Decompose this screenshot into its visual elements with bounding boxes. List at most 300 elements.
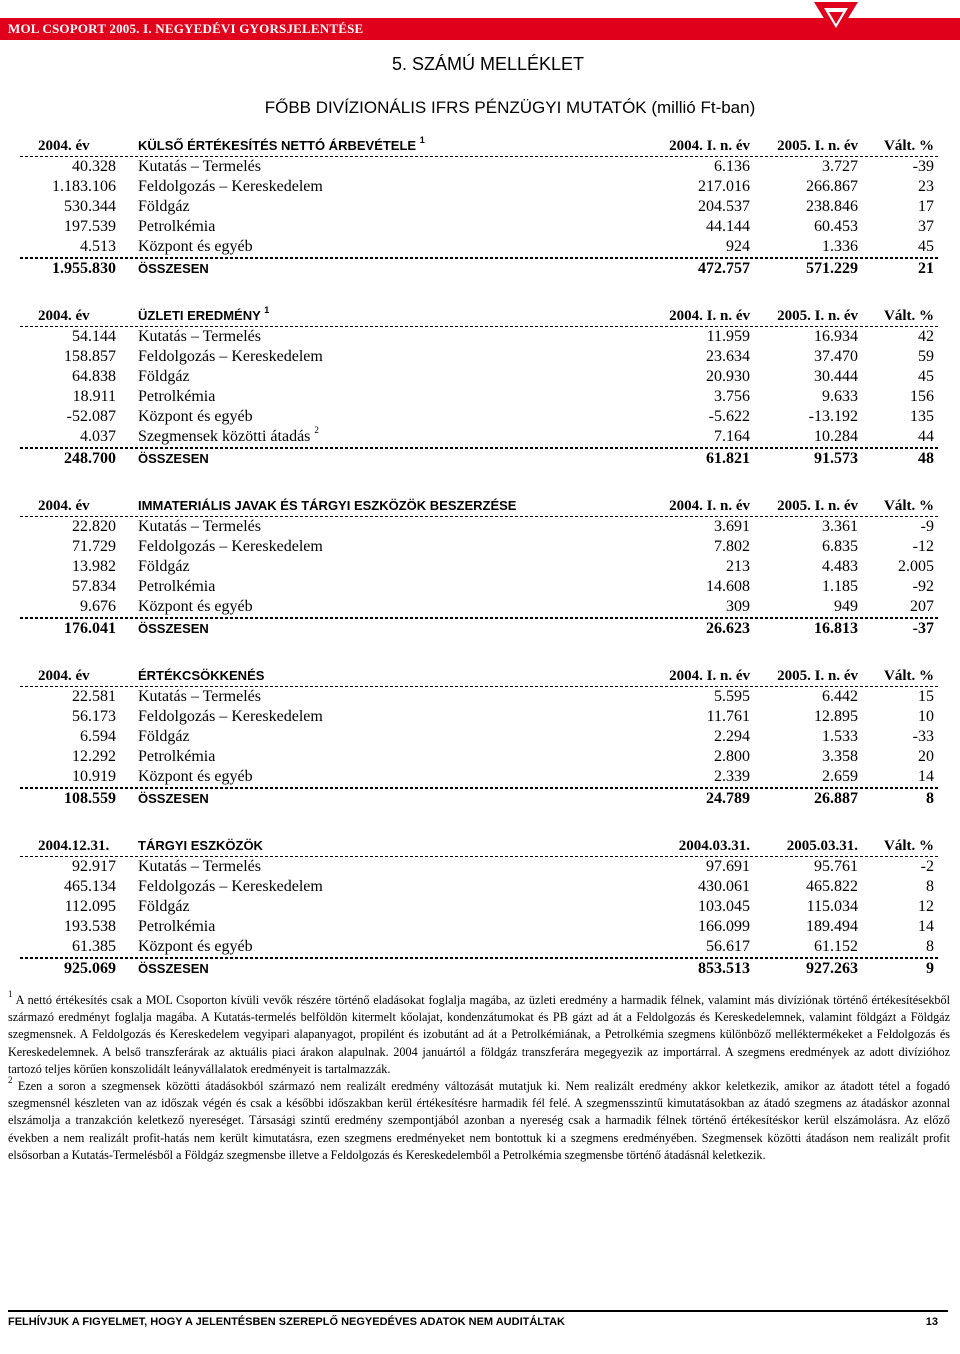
col-2004-q1: [706, 857, 750, 877]
col-label-text: ÖSSZESEN: [138, 791, 209, 806]
col-2005-q1-text: 465.822: [806, 878, 858, 895]
table-row: [20, 897, 938, 917]
col-change-text: 15: [918, 688, 934, 705]
col-2004-text: 112.095: [64, 898, 116, 915]
table-row: [20, 367, 938, 387]
footnote-2-mark: 2: [8, 1074, 13, 1085]
col-change-text: -39: [912, 158, 934, 175]
col-2005-q1-text: 37.470: [814, 348, 858, 365]
col-2004-q1: [669, 306, 750, 326]
col-2004: [64, 449, 116, 469]
col-label-text: Feldolgozás – Kereskedelem: [138, 708, 323, 725]
col-2004-q1: [707, 327, 750, 347]
col-label: [138, 217, 215, 237]
col-2004: [64, 347, 116, 367]
col-change: [884, 136, 934, 156]
col-2004-text: 197.539: [64, 218, 116, 235]
col-label: [138, 917, 215, 937]
col-label: [138, 557, 190, 577]
col-2005-q1-text: 95.761: [814, 858, 858, 875]
col-label: [138, 259, 209, 279]
table-total-row: [20, 618, 938, 639]
col-change: [918, 747, 934, 767]
col-2005-q1-text: 2005. I. n. év: [777, 308, 858, 324]
col-2004-text: 158.857: [64, 348, 116, 365]
col-change: [918, 197, 934, 217]
col-2004-text: -52.087: [66, 408, 116, 425]
col-change: [910, 407, 934, 427]
col-label-text: Feldolgozás – Kereskedelem: [138, 878, 323, 895]
col-2004-q1-text: 7.164: [714, 428, 750, 445]
col-label: [138, 857, 261, 877]
col-2004: [72, 577, 116, 597]
report-title: MOL CSOPORT 2005. I. NEGYEDÉVI GYORSJELENTÉSE: [8, 21, 364, 36]
table-row: [20, 157, 938, 177]
col-2005-q1-text: 1.185: [822, 578, 858, 595]
col-change-text: Vált. %: [884, 138, 934, 154]
col-2005-q1: [807, 897, 858, 917]
col-2005-q1: [806, 877, 858, 897]
table-row: [20, 597, 938, 618]
col-2005-q1: [822, 747, 858, 767]
col-2004-q1-text: 2004. I. n. év: [669, 668, 750, 684]
col-2005-q1: [814, 857, 858, 877]
col-2004-q1: [706, 217, 750, 237]
col-2004-text: 1.955.830: [52, 260, 116, 277]
col-label: [138, 306, 269, 326]
col-label-text: Petrolkémia: [138, 918, 216, 935]
col-label-text: Földgáz: [138, 728, 190, 745]
col-2004-q1-text: 472.757: [698, 260, 750, 277]
col-change-text: 20: [918, 748, 934, 765]
col-2005-q1-text: 2.659: [822, 768, 858, 785]
col-change: [910, 597, 934, 617]
col-change: [918, 767, 934, 787]
col-change-text: 23: [918, 178, 934, 195]
col-label-text: Kutatás – Termelés: [138, 158, 261, 175]
col-change: [918, 347, 934, 367]
col-2004: [72, 157, 116, 177]
col-2005-q1-text: 10.284: [814, 428, 858, 445]
col-2004: [38, 496, 90, 516]
col-2005-q1: [806, 177, 858, 197]
col-2005-q1: [822, 237, 858, 257]
col-2004-q1: [706, 577, 750, 597]
col-2005-q1: [814, 347, 858, 367]
col-2004-q1: [698, 917, 750, 937]
col-change-text: 17: [918, 198, 934, 215]
col-2004-text: 71.729: [72, 538, 116, 555]
col-2004-q1-text: 61.821: [706, 450, 750, 467]
col-label-text: Földgáz: [138, 898, 190, 915]
col-label-text: Feldolgozás – Kereskedelem: [138, 538, 323, 555]
col-label-text: IMMATERIÁLIS JAVAK ÉS TÁRGYI ESZKÖZÖK BESZERZÉSE: [138, 498, 517, 513]
table-1: [20, 136, 938, 279]
col-change-text: 37: [918, 218, 934, 235]
col-2004: [72, 557, 116, 577]
col-label-text: ÖSSZESEN: [138, 621, 209, 636]
col-label-text: Központ és egyéb: [138, 768, 253, 785]
col-change-text: Vált. %: [884, 668, 934, 684]
col-2004-q1-text: 213: [726, 558, 750, 575]
col-label: [138, 517, 261, 537]
col-2004-text: 54.144: [72, 328, 116, 345]
col-2005-q1: [777, 496, 858, 516]
col-2004: [72, 747, 116, 767]
col-change: [913, 537, 934, 557]
col-change-text: -92: [912, 578, 934, 595]
col-2004: [72, 937, 116, 957]
col-2004: [72, 327, 116, 347]
table-row: [20, 937, 938, 958]
col-2004-text: 9.676: [80, 598, 116, 615]
col-label: [138, 789, 209, 809]
col-2005-q1-text: 26.887: [814, 790, 858, 807]
col-2005-q1: [822, 537, 858, 557]
col-change: [884, 836, 934, 856]
footnote-1-mark: 1: [8, 988, 13, 999]
col-2005-q1-text: 12.895: [814, 708, 858, 725]
col-2004-q1-text: 23.634: [706, 348, 750, 365]
col-label-text: Kutatás – Termelés: [138, 328, 261, 345]
col-change: [913, 157, 934, 177]
col-change: [918, 897, 934, 917]
col-label-text: Feldolgozás – Kereskedelem: [138, 348, 323, 365]
table-total-row: [20, 958, 938, 979]
col-label-text: Petrolkémia: [138, 748, 216, 765]
col-2004-text: 193.538: [64, 918, 116, 935]
col-2004-q1: [698, 197, 750, 217]
col-2004-q1-text: 20.930: [706, 368, 750, 385]
col-change-text: 207: [910, 598, 934, 615]
col-change: [918, 449, 934, 469]
col-2004-q1-text: 7.802: [714, 538, 750, 555]
col-2005-q1: [806, 259, 858, 279]
table-header: [20, 836, 938, 857]
col-2004-text: 61.385: [72, 938, 116, 955]
col-2004-text: 1.183.106: [52, 178, 116, 195]
col-2005-q1: [814, 217, 858, 237]
col-2004-q1: [706, 937, 750, 957]
table-row: [20, 917, 938, 937]
col-2005-q1-text: 6.835: [822, 538, 858, 555]
col-change: [913, 577, 934, 597]
col-2004-q1: [669, 496, 750, 516]
col-label: [138, 177, 323, 197]
col-change: [913, 619, 934, 639]
col-change: [926, 937, 934, 957]
col-change: [910, 387, 934, 407]
col-2005-q1-text: 949: [834, 598, 858, 615]
col-2005-q1: [814, 427, 858, 447]
col-change-text: 45: [918, 238, 934, 255]
col-label-text: Kutatás – Termelés: [138, 688, 261, 705]
col-2005-q1-text: 238.846: [806, 198, 858, 215]
col-2004-q1: [706, 449, 750, 469]
col-label: [138, 407, 253, 427]
col-label-text: Központ és egyéb: [138, 598, 253, 615]
col-2004: [72, 687, 116, 707]
col-change-text: -37: [912, 620, 934, 637]
col-2004: [38, 306, 90, 326]
col-2004-q1: [714, 537, 750, 557]
col-label: [138, 747, 215, 767]
col-2005-q1: [822, 687, 858, 707]
col-change-text: -9: [920, 518, 934, 535]
col-2004-text: 22.820: [72, 518, 116, 535]
col-2005-q1-text: 9.633: [822, 388, 858, 405]
col-2005-q1-text: 1.533: [822, 728, 858, 745]
col-2005-q1: [806, 197, 858, 217]
col-change: [921, 857, 934, 877]
col-label: [138, 959, 209, 979]
col-label: [138, 597, 253, 617]
col-2004-q1-text: 44.144: [706, 218, 750, 235]
col-2005-q1-text: 571.229: [806, 260, 858, 277]
footnote-ref: 2: [314, 424, 319, 435]
col-2004: [72, 767, 116, 787]
col-change: [921, 517, 934, 537]
col-2004-q1-text: 217.016: [698, 178, 750, 195]
col-label: [138, 836, 263, 856]
table-row: [20, 747, 938, 767]
col-label: [138, 666, 264, 686]
col-2004: [64, 959, 116, 979]
col-label-text: Kutatás – Termelés: [138, 858, 261, 875]
col-2004-q1-text: 6.136: [714, 158, 750, 175]
col-2004-q1: [714, 747, 750, 767]
col-label: [138, 327, 261, 347]
col-2004-q1-text: 853.513: [698, 960, 750, 977]
col-2004-text: 64.838: [72, 368, 116, 385]
col-label-text: ÖSSZESEN: [138, 261, 209, 276]
col-2004-q1-text: 56.617: [706, 938, 750, 955]
col-2004-text: 2004.12.31.: [38, 838, 110, 854]
col-label-text: Petrolkémia: [138, 578, 216, 595]
col-label-text: Központ és egyéb: [138, 408, 253, 425]
col-change: [918, 217, 934, 237]
col-2005-q1-text: 91.573: [814, 450, 858, 467]
col-2005-q1-text: -13.192: [808, 408, 858, 425]
footnote-ref: 1: [264, 304, 270, 315]
col-2004: [38, 666, 90, 686]
col-2005-q1: [822, 577, 858, 597]
col-2005-q1: [777, 666, 858, 686]
table-row: [20, 197, 938, 217]
col-2005-q1: [806, 917, 858, 937]
col-2005-q1: [814, 327, 858, 347]
col-2004: [64, 217, 116, 237]
col-2004-q1: [698, 177, 750, 197]
col-2005-q1: [814, 707, 858, 727]
col-label: [138, 877, 323, 897]
col-2004-text: 18.911: [72, 388, 116, 405]
table-row: [20, 727, 938, 747]
col-2004-text: 925.069: [64, 960, 116, 977]
col-change: [918, 917, 934, 937]
table-total-row: [20, 258, 938, 279]
col-2004-text: 12.292: [72, 748, 116, 765]
footnote-ref: 1: [419, 134, 425, 145]
col-2004: [72, 707, 116, 727]
col-2005-q1-text: 3.358: [822, 748, 858, 765]
col-2004-text: 56.173: [72, 708, 116, 725]
col-label-text: Kutatás – Termelés: [138, 518, 261, 535]
table-row: [20, 327, 938, 347]
col-2004: [72, 517, 116, 537]
col-label: [138, 577, 215, 597]
col-2004-q1-text: 204.537: [698, 198, 750, 215]
footer-notice: FELHÍVJUK A FIGYELMET, HOGY A JELENTÉSBEN SZEREPLŐ NEGYEDÉVES ADATOK NEM AUDITÁLTAK: [8, 1316, 565, 1328]
col-2004-q1-text: 3.756: [714, 388, 750, 405]
col-label: [138, 687, 261, 707]
col-2005-q1-text: 60.453: [814, 218, 858, 235]
col-label-text: Földgáz: [138, 198, 190, 215]
col-2004: [38, 136, 90, 156]
col-2004-q1: [669, 666, 750, 686]
annex-title: 5. SZÁMÚ MELLÉKLET: [391, 54, 585, 74]
col-label-text: ÜZLETI EREDMÉNY: [138, 308, 261, 323]
col-2004-q1: [714, 687, 750, 707]
col-2004-q1: [698, 259, 750, 279]
col-change-text: 10: [918, 708, 934, 725]
col-2005-q1: [809, 407, 858, 427]
col-label: [138, 537, 323, 557]
col-2005-q1: [806, 959, 858, 979]
col-change-text: 8: [926, 938, 934, 955]
col-2005-q1-text: 2005. I. n. év: [777, 498, 858, 514]
col-change-text: 14: [918, 918, 934, 935]
table-row: [20, 687, 938, 707]
col-label: [138, 619, 209, 639]
col-label-text: Szegmensek közötti átadás: [138, 428, 311, 445]
col-2005-q1-text: 266.867: [806, 178, 858, 195]
table-row: [20, 217, 938, 237]
col-change: [884, 306, 934, 326]
col-2005-q1: [822, 727, 858, 747]
col-2004-q1-text: 26.623: [706, 620, 750, 637]
col-2004-q1: [698, 959, 750, 979]
col-2004-text: 22.581: [72, 688, 116, 705]
col-2005-q1-text: 2005.03.31.: [786, 838, 858, 854]
col-label-text: Petrolkémia: [138, 388, 216, 405]
col-2004: [52, 177, 116, 197]
col-change: [926, 789, 934, 809]
footnotes: [8, 988, 951, 1164]
table-row: [20, 557, 938, 577]
col-2004-q1-text: 2004.03.31.: [678, 838, 750, 854]
col-2005-q1: [777, 136, 858, 156]
col-label-text: Feldolgozás – Kereskedelem: [138, 178, 323, 195]
col-label: [138, 897, 190, 917]
col-label: [138, 367, 190, 387]
footnote-2-text: Ezen a soron a szegmensek közötti átadásokból származó nem realizált eredmény változását mutatjuk ki. Nem realizált eredmény akkor keletkezik, amikor az átadott tétel a fogadó szegmensnél készleten van az időszak végén és csak a későbbi időszakban kerül értékesítésre harmadik fél felé. A szegmensszintű kimutatásokban az átadó szegmens az átadáskor azonnal elszámolja a tranzakción keletkező nyereséget. Társasági szintű eredmény szempontjából azonban a nyereség csak a harmadik félnek történő értékesítéskor kerül elszámolásra. Az előző években a nem realizált profit-hatás nem került kimutatásra, ezen szegmens eredményeket nem bontottuk ki a szegmens eredményében. Szegmensek közötti átadáson nem realizált profit elsősorban a Kutatás-Termelésből a Földgáz szegmensbe illetve a Feldolgozás és Kereskedelemből a Petrolkémia szegmensbe történő átadásnál keletkezik.: [8, 1079, 951, 1162]
col-label: [138, 347, 323, 367]
col-2004-text: 176.041: [64, 620, 116, 637]
col-2005-q1-text: 61.152: [814, 938, 858, 955]
col-change: [918, 327, 934, 347]
col-label-text: Petrolkémia: [138, 218, 216, 235]
col-2004-text: 57.834: [72, 578, 116, 595]
table-row: [20, 707, 938, 727]
col-2004: [80, 237, 116, 257]
table-2: [20, 306, 938, 469]
col-2005-q1-text: 1.336: [822, 238, 858, 255]
col-2005-q1: [814, 367, 858, 387]
col-change: [918, 177, 934, 197]
col-2004-q1-text: 2004. I. n. év: [669, 308, 750, 324]
col-change-text: Vált. %: [884, 498, 934, 514]
table-row: [20, 537, 938, 557]
col-2004: [73, 387, 116, 407]
col-2004-q1-text: 2004. I. n. év: [669, 498, 750, 514]
col-label-text: KÜLSŐ ÉRTÉKESÍTÉS NETTÓ ÁRBEVÉTELE: [138, 138, 417, 153]
col-2004-text: 13.982: [72, 558, 116, 575]
col-2004-q1: [706, 789, 750, 809]
col-2005-q1-text: 3.361: [822, 518, 858, 535]
col-2004-text: 465.134: [64, 878, 116, 895]
col-2004-q1: [669, 136, 750, 156]
col-2004: [64, 619, 116, 639]
col-2004-q1: [707, 707, 750, 727]
col-change: [918, 687, 934, 707]
table-row: [20, 577, 938, 597]
report-header: [0, 0, 960, 44]
col-change-text: -12: [912, 538, 934, 555]
col-label: [138, 496, 516, 516]
col-2004-q1-text: 2.800: [714, 748, 750, 765]
col-2004-q1: [714, 157, 750, 177]
col-2004-q1: [706, 619, 750, 639]
col-2005-q1-text: 115.034: [806, 898, 858, 915]
col-2004: [38, 836, 109, 856]
col-2004-text: 92.917: [72, 858, 116, 875]
table-header: [20, 136, 938, 157]
col-change-text: 45: [918, 368, 934, 385]
col-2005-q1: [814, 619, 858, 639]
col-label: [138, 937, 253, 957]
col-change-text: 8: [926, 790, 934, 807]
col-2005-q1: [834, 597, 858, 617]
page-footer: [8, 1310, 948, 1328]
col-2004: [72, 537, 116, 557]
col-2004-text: 2004. év: [38, 138, 90, 154]
col-label: [138, 157, 261, 177]
col-change: [884, 666, 934, 686]
col-2004-q1: [714, 387, 750, 407]
col-label-text: Földgáz: [138, 368, 190, 385]
table-total-row: [20, 448, 938, 469]
col-change-text: 8: [926, 878, 934, 895]
col-2004-q1-text: 103.045: [698, 898, 750, 915]
col-2005-q1-text: 927.263: [806, 960, 858, 977]
col-change-text: 12: [918, 898, 934, 915]
col-2004: [80, 597, 116, 617]
main-title: FŐBB DIVÍZIONÁLIS IFRS PÉNZÜGYI MUTATÓK (millió Ft-ban): [264, 98, 756, 117]
col-change-text: 14: [918, 768, 934, 785]
col-2004-text: 2004. év: [38, 308, 90, 324]
col-label: [138, 424, 319, 447]
col-2005-q1-text: 2005. I. n. év: [777, 668, 858, 684]
col-label: [138, 197, 190, 217]
col-2004: [67, 407, 116, 427]
table-row: [20, 177, 938, 197]
col-2004-q1-text: 309: [726, 598, 750, 615]
table-row: [20, 767, 938, 788]
col-change: [918, 367, 934, 387]
table-row: [20, 347, 938, 367]
col-2004: [64, 789, 116, 809]
